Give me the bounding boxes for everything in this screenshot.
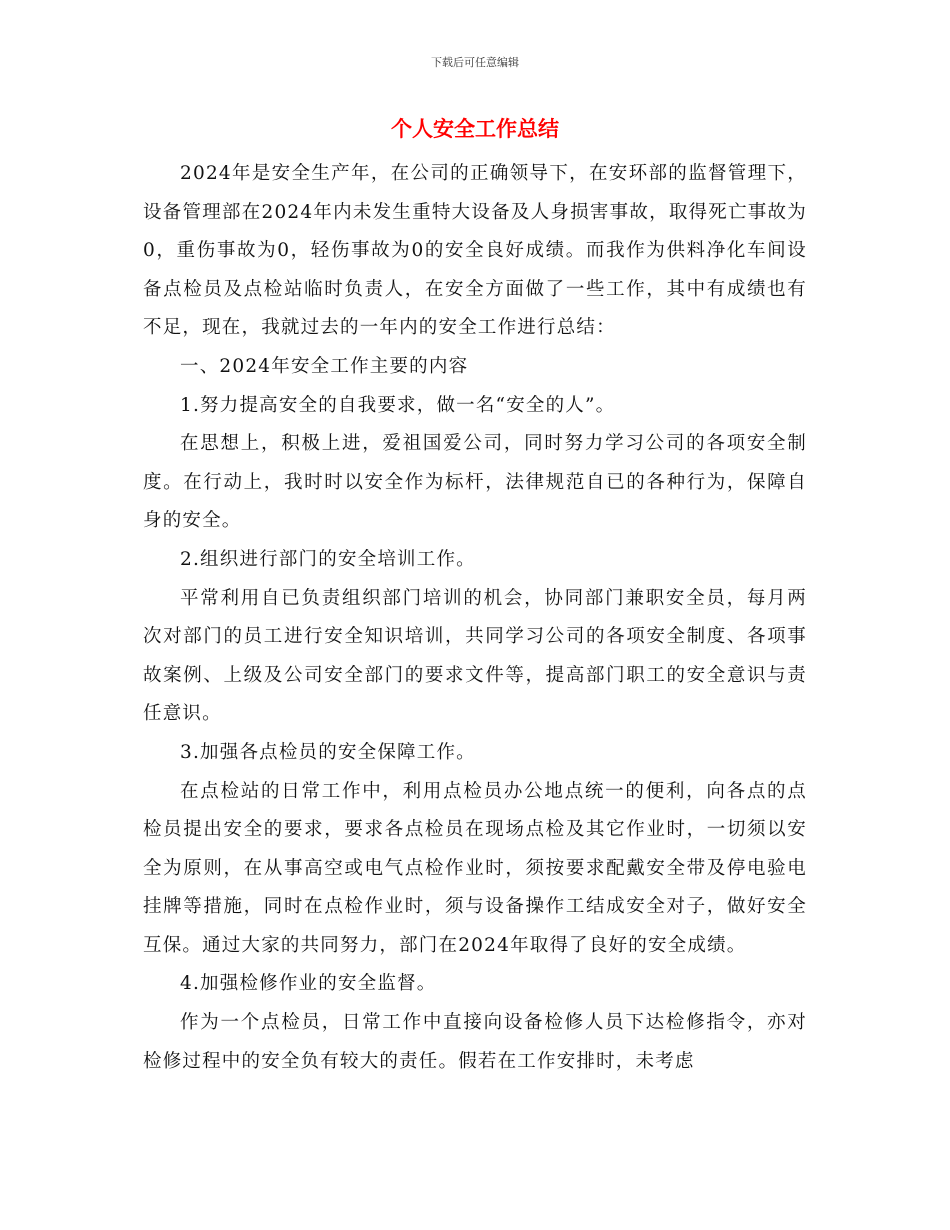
document-title: 个人安全工作总结: [391, 117, 559, 141]
paragraph-intro: 2024年是安全生产年，在公司的正确领导下，在安环部的监督管理下，设备管理部在2024年内未发生重特大设备及人身损害事故，取得死亡事故为0，重伤事故为0，轻伤事故为0的安全良好成绩。而我作为供料净化车间设备点检员及点检站临时负责人，在安全方面做了一些工作，其中有成绩也有不足，现在，我就过去的一年内的安全工作进行总结：: [143, 163, 807, 339]
item-heading-1: 1.努力提高安全的自我要求，做一名“安全的人”。: [180, 394, 616, 416]
section-heading: 一、2024年安全工作主要的内容: [180, 355, 469, 377]
header-note: 下载后可任意编辑: [431, 56, 519, 69]
document-body: [143, 155, 807, 1081]
item-heading-3: 3.加强各点检员的安全保障工作。: [180, 741, 476, 763]
item-body-3: 在点检站的日常工作中，利用点检员办公地点统一的便利，向各点的点检员提出安全的要求，要求各点检员在现场点检及其它作业时，一切须以安全为原则，在从事高空或电气点检作业时，须按要求配戴安全带及停电验电挂牌等措施，同时在点检作业时，须与设备操作工结成安全对子，做好安全互保。通过大家的共同努力，部门在2024年取得了良好的安全成绩。: [143, 780, 807, 956]
item-heading-4: 4.加强检修作业的安全监督。: [180, 973, 437, 995]
item-body-1: 在思想上，积极上进，爱祖国爱公司，同时努力学习公司的各项安全制度。在行动上，我时时以安全作为标杆，法律规范自已的各种行为，保障自身的安全。: [143, 433, 807, 532]
item-body-2: 平常利用自已负责组织部门培训的机会，协同部门兼职安全员，每月两次对部门的员工进行安全知识培训，共同学习公司的各项安全制度、各项事故案例、上级及公司安全部门的要求文件等，提高部门职工的安全意识与责任意识。: [143, 587, 807, 725]
item-heading-2: 2.组织进行部门的安全培训工作。: [180, 548, 476, 570]
item-body-4: 作为一个点检员，日常工作中直接向设备检修人员下达检修指令，亦对检修过程中的安全负有较大的责任。假若在工作安排时，未考虑: [143, 1012, 807, 1072]
